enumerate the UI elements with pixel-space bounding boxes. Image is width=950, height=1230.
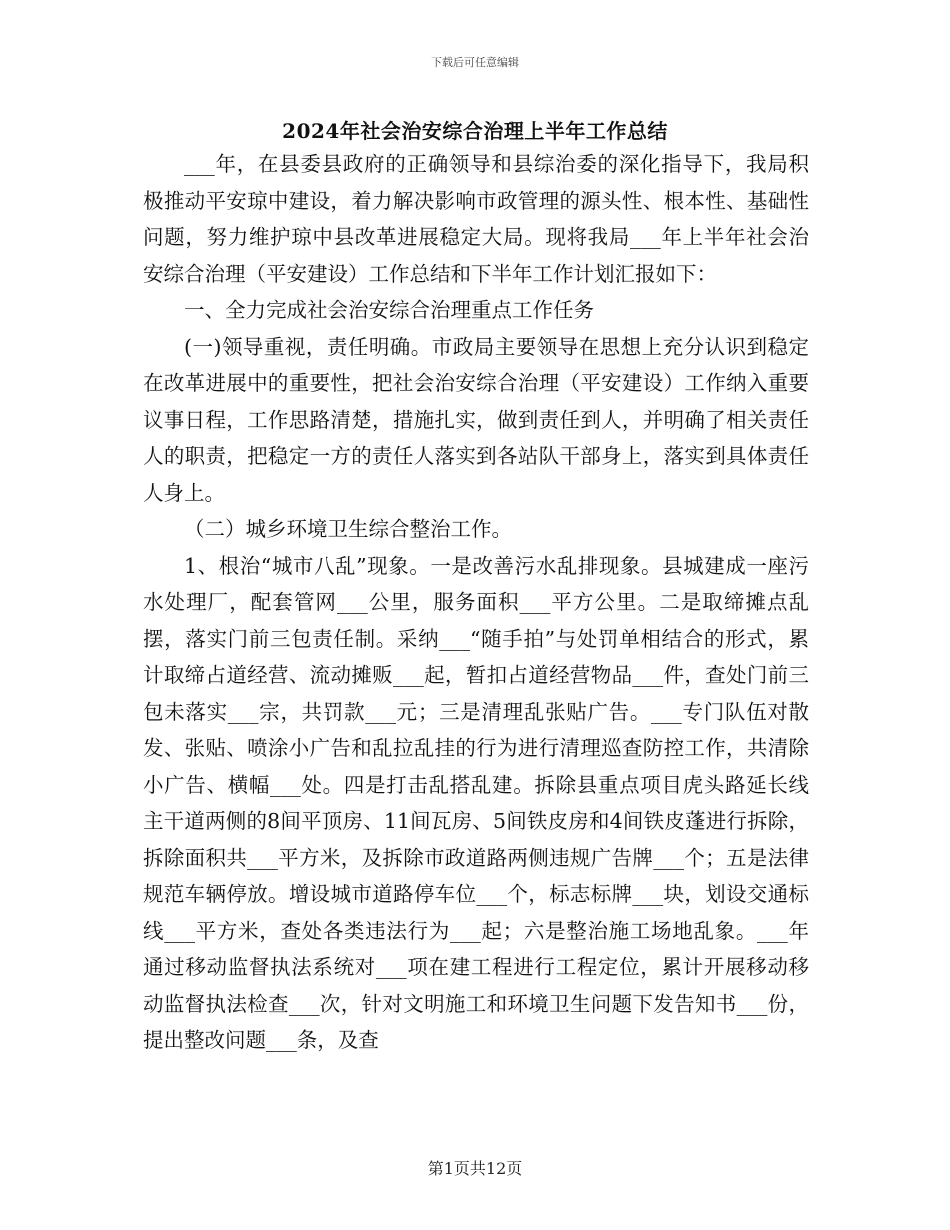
page-footer: 第1页共12页 <box>427 1159 523 1178</box>
paragraph-leadership: (一)领导重视，责任明确。市政局主要领导在思想上充分认识到稳定在改革进展中的重要性，把社会治安综合治理（平安建设）工作纳入重要议事日程，工作思路清楚，措施扎实，做到责任到人，并明确了相关责任人的职责，把稳定一方的责任人落实到各站队干部身上，落实到具体责任人身上。 <box>143 334 809 505</box>
paragraph-city-chaos: 1、根治“城市八乱”现象。一是改善污水乱排现象。县城建成一座污水处理厂，配套管网___公里，服务面积___平方公里。二是取缔摊点乱摆，落实门前三包责任制。采纳___“随手拍”与处罚单相结合的形式，累计取缔占道经营、流动摊贩___起，暂扣占道经营物品___件，查处门前三包未落实___宗，共罚款___元；三是清理乱张贴广告。___专门队伍对散发、张贴、喷涂小广告和乱拉乱挂的行为进行清理巡查防控工作，共清除小广告、横幅___处。四是打击乱搭乱建。拆除县重点项目虎头路延长线主干道两侧的8间平顶房、11间瓦房、5间铁皮房和4间铁皮蓬进行拆除，拆除面积共___平方米，及拆除市政道路两侧违规广告牌___个；五是法律规范车辆停放。增设城市道路停车位___个，标志标牌___块，划设交通标线___平方米，查处各类违法行为___起；六是整治施工场地乱象。___年通过移动监督执法系统对___项在建工程进行工程定位，累计开展移动移动监督执法检查___次，针对文明施工和环境卫生问题下发告知书___份，提出整改问题___条，及查 <box>143 553 809 1052</box>
paragraph-intro: ___年，在县委县政府的正确领导和县综治委的深化指导下，我局积极推动平安琼中建设，着力解决影响市政管理的源头性、根本性、基础性问题，努力维护琼中县改革进展稳定大局。现将我局___年上半年社会治安综合治理（平安建设）工作总结和下半年工作计划汇报如下： <box>143 152 809 286</box>
subsection-heading-2: （二）城乡环境卫生综合整治工作。 <box>184 517 512 541</box>
header-note: 下载后可任意编辑 <box>431 56 519 69</box>
document-title: 2024年社会治安综合治理上半年工作总结 <box>282 119 668 143</box>
document-body <box>143 146 809 1059</box>
section-heading-1: 一、全力完成社会治安综合治理重点工作任务 <box>184 298 594 322</box>
